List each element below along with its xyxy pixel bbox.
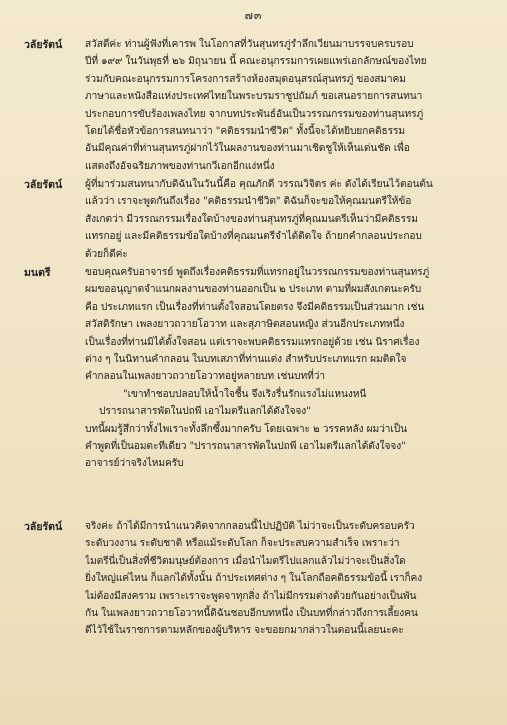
text-line: ระดับวงงาน ระดับชาติ หรือแม้ระดับโลก ก็จะประสบความสำเร็จ เพราะว่า [85, 538, 400, 550]
poem-line: "เขาทำชอบปลอบให้น้ำใจชื้น จึงเริงรื่นรักแรงไม่แหนงหนี [123, 388, 367, 400]
text-line: สังเกตว่า มีวรรณกรรมเรื่องใดบ้างของท่านสุนทรภู่ที่คุณมนตรีเห็นว่ามีคติธรรม [85, 213, 418, 225]
text-line: ไมตรีนี่เป็นสิ่งที่ชีวิตมนุษย์ต้องการ เมื่อนำไมตรีไปแลกแล้วไม่ว่าจะเป็นสิ่งใด [85, 555, 406, 567]
text-line: แล้วว่า เราจะพูดกันถึงเรื่อง "คติธรรมนำชีวิต" ดิฉันก็จะขอให้คุณมนตรีให้ข้อ [85, 196, 412, 208]
text-line: คือ ประเภทแรก เป็นเรื่องที่ท่านตั้งใจสอนโดยตรง จึงมีคติธรรมเป็นส่วนมาก เช่น [85, 301, 425, 313]
text-line: ต่าง ๆ ในนิทานคำกลอน ในบทเสภาที่ท่านแต่ง สำหรับประเภทแรก ผมติดใจ [85, 353, 407, 365]
text-line: กัน ในเพลงยาวถวายโอวาทนี้ดิฉันชอบอีกบทหนึ่ง เป็นบทที่กล่าวถึงการเลี้ยงคน [85, 607, 418, 619]
text-line: บทนี้ผมรู้สึกว่าทั้งไพเราะทั้งลึกซึ้งมากครับ โดยเฉพาะ ๒ วรรคหลัง ผมว่าเป็น [85, 423, 407, 435]
speaker-name: วลัยรัตน์ [24, 39, 63, 51]
text-line: เป็นเรื่องที่ท่านมิได้ตั้งใจสอน แต่เราจะพบคติธรรมแทรกอยู่ด้วย เช่น นิราศเรื่อง [85, 336, 420, 348]
text-line: คำพูดที่เป็นอมตะทีเดียว "ปรารถนาสารพัดในปถพี เอาไมตรีแลกได้ดังใจจง" [85, 440, 406, 452]
text-line: แทรกอยู่ และมีคติธรรมข้อใดบ้างที่คุณมนตรีจำได้ติดใจ ถ้ายกคำกลอนประกอบ [85, 231, 422, 243]
dialogue-text [85, 264, 489, 473]
text-line: ร่วมกับคณะอนุกรรมการโครงการสร้างห้องสมุดอนุสรณ์สุนทรภู่ ของสมาคม [85, 73, 406, 85]
text-line: สวัสดิรักษา เพลงยาวถวายโอวาท และสุภาษิตสอนหญิง ส่วนอีกประเภทหนึ่ง [85, 319, 405, 331]
speaker-name: มนตรี [24, 267, 51, 279]
text-line: อันมีคุณค่าที่ท่านสุนทรภู่ฝากไว้ในผลงานของท่านมาเชิดชูให้เห็นเด่นชัด เพื่อ [85, 143, 410, 155]
text-line: ด้วยก็ดีค่ะ [85, 248, 128, 260]
text-line: ดีไว้ใช้ในราชการตามหลักของผู้บริหาร จะขอยกมากล่าวในตอนนี้เลยนะคะ [85, 625, 404, 637]
text-line: ผู้ที่มาร่วมสนทนากับดิฉันในวันนี้คือ คุณภักดี วรรณวิจิตร ค่ะ ดังได้เรียนไว้ตอนต้น [85, 179, 433, 190]
text-line: จริงค่ะ ถ้าได้มีการนำแนวคิดจากกลอนนี้ไปปฏิบัติ ไม่ว่าจะเป็นระดับครอบครัว [85, 521, 415, 532]
dialogue-text [85, 36, 489, 175]
dialogue-text [85, 518, 489, 640]
text-line: ภาษาและหนังสือแห่งประเทศไทยในพระบรมราชูปถัมภ์ ขอเสนอรายการสนทนา [85, 91, 423, 103]
text-line: แสดงถึงอัจฉริยภาพของท่านกวีเอกอีกแง่หนึ่ง [85, 160, 275, 172]
text-line: ขอบคุณครับอาจารย์ พูดถึงเรื่องคติธรรมที่แทรกอยู่ในวรรณกรรมของท่านสุนทรภู่ [85, 267, 430, 278]
page-number: ๗๓ [244, 9, 263, 22]
text-line: ปีที่ ๑๙๙ ในวันพุธที่ ๒๖ มิถุนายน นี้ คณะอนุกรรมการเผยแพร่เอกลักษณ์ของไทย [85, 56, 427, 68]
text-line: สวัสดีค่ะ ท่านผู้ฟังที่เคารพ ในโอกาสที่วันสุนทรภู่รำลึกเวียนมาบรรจบครบรอบ [85, 39, 414, 50]
text-line: ผมขออนุญาตจำแนกผลงานของท่านออกเป็น ๒ ประเภท ตามที่ผมสังเกตนะครับ [85, 284, 422, 296]
dialogue-text [85, 176, 489, 263]
text-line: ไม่ต้องมีสงคราม เพราะเราจะพูดจาทุกสิ่ง ถ้าไม่มีกรรมต่างด้วยกันอย่างเป็นพัน [85, 590, 417, 602]
poem-line: ปรารถนาสารพัดในปถพี เอาไมตรีแลกได้ดังใจจง" [99, 406, 311, 418]
text-line: ยิ่งใหญ่แค่ไหน ก็แลกได้ทั้งนั้น ถ้าประเทศต่าง ๆ ในโลกถือคติธรรมข้อนี้ เราก็คง [85, 573, 423, 585]
speaker-name: วลัยรัตน์ [24, 179, 63, 191]
text-line: อาจารย์ว่าจริงไหมครับ [85, 458, 184, 470]
text-line: โดยได้ชื่อหัวข้อการสนทนาว่า "คติธรรมนำชีวิต" ทั้งนี้จะได้หยิบยกคติธรรม [85, 125, 405, 137]
text-line: คำกลอนในเพลงยาวถวายโอวาทอยู่หลายบท เช่นบทที่ว่า [85, 371, 325, 383]
text-line: ประกอบการขับร้องเพลงไทย จากบทประพันธ์อันเป็นวรรณกรรมของท่านสุนทรภู่ [85, 108, 424, 120]
speaker-name: วลัยรัตน์ [24, 521, 63, 533]
